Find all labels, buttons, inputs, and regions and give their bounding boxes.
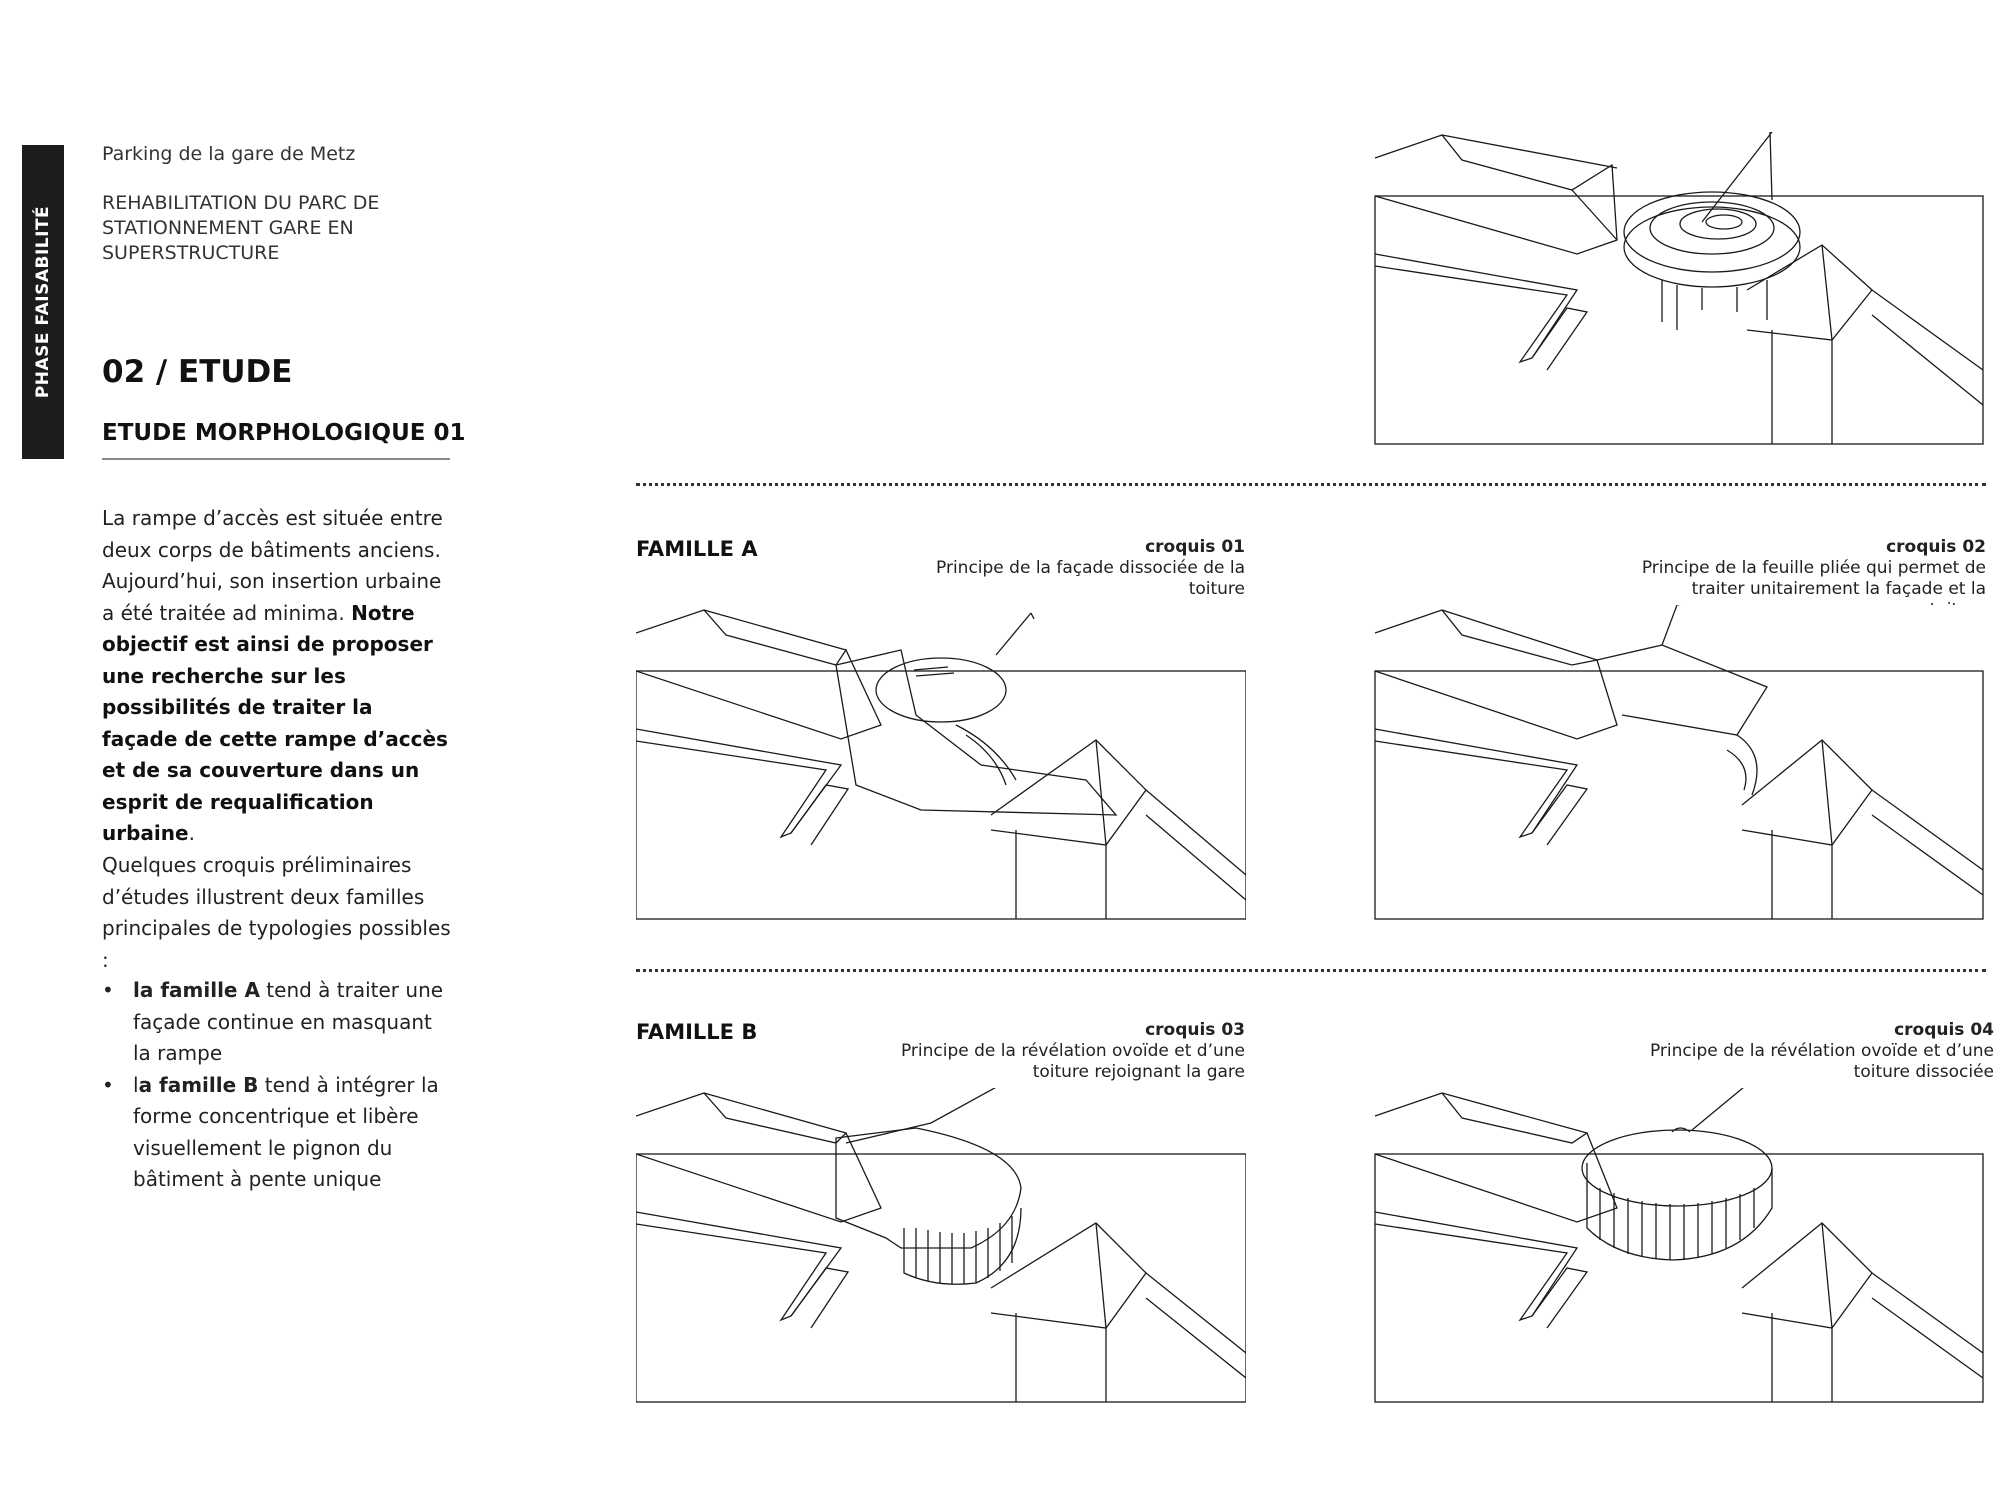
sketch-02-text: Principe de la feuille pliée qui permet de traiter unitairement la façade et la toiture	[1641, 558, 1986, 620]
intro-text: La rampe d’accès est située entre deux corps de bâtiments anciens. Aujourd’hui, son insertion urbaine a été traitée ad minima.	[102, 506, 443, 625]
bullet-a-text: tend à traiter une façade continue en masquant la rampe	[133, 978, 444, 1065]
subtitle-underline	[102, 458, 450, 460]
sketch-01	[636, 605, 1246, 923]
sketch-03	[636, 1088, 1246, 1406]
intro-end: .	[188, 821, 195, 845]
family-b-label: FAMILLE B	[636, 1020, 758, 1044]
intro-emphasis: Notre objectif est ainsi de proposer une recherche sur les possibilités de traiter la façade de cette rampe d’accès et de sa couverture dans un esprit de requalification urbaine	[102, 600, 448, 845]
sketch-04-caption	[1648, 1020, 1994, 1083]
intro-paragraph	[102, 503, 452, 850]
sketch-02-title: croquis 02	[1886, 537, 1986, 557]
sketch-03-title: croquis 03	[1145, 1020, 1245, 1040]
bullet-family-b	[102, 1070, 452, 1196]
section-subtitle: ETUDE MORPHOLOGIQUE 01	[102, 420, 466, 446]
family-bullet-list	[102, 975, 452, 1196]
sketches-intro-paragraph: Quelques croquis préliminaires d’études illustrent deux familles principales de typologies possibles :	[102, 853, 451, 972]
bullet-b-bold: a famille B	[138, 1072, 259, 1097]
sketch-03-text: Principe de la révélation ovoïde et d’une toiture rejoignant la gare	[900, 1041, 1245, 1082]
separator-top	[636, 483, 1986, 486]
family-a-label: FAMILLE A	[636, 537, 758, 561]
bullet-family-a	[102, 975, 452, 1070]
sketch-04	[1372, 1088, 1988, 1406]
sketch-01-text: Principe de la façade dissociée de la toiture	[936, 558, 1245, 599]
project-description: REHABILITATION DU PARC DE STATIONNEMENT GARE EN SUPERSTRUCTURE	[102, 192, 380, 264]
sketch-04-text: Principe de la révélation ovoïde et d’une toiture dissociée	[1649, 1041, 1994, 1082]
sketch-03-caption	[900, 1020, 1245, 1083]
separator-middle	[636, 969, 1986, 972]
sketch-02	[1372, 605, 1988, 923]
existing-state-sketch	[1372, 130, 1988, 448]
sketch-01-title: croquis 01	[1145, 537, 1245, 557]
bullet-a-bold: la famille A	[133, 978, 260, 1002]
existing-state-label: ETAT EXISTANT	[1830, 138, 1945, 186]
bullet-b-prefix: l	[133, 1072, 139, 1097]
sketch-04-title: croquis 04	[1894, 1020, 1994, 1040]
phase-label: PHASE FAISABILITÉ	[33, 205, 53, 399]
sketch-01-caption	[900, 537, 1245, 600]
bullet-b-text: tend à intégrer la forme concentrique et libère visuellement le pignon du bâtiment à pente unique	[133, 1072, 439, 1191]
phase-sidebar-band	[22, 145, 64, 459]
project-name: Parking de la gare de Metz	[102, 143, 356, 165]
section-title: 02 / ETUDE	[102, 354, 293, 390]
